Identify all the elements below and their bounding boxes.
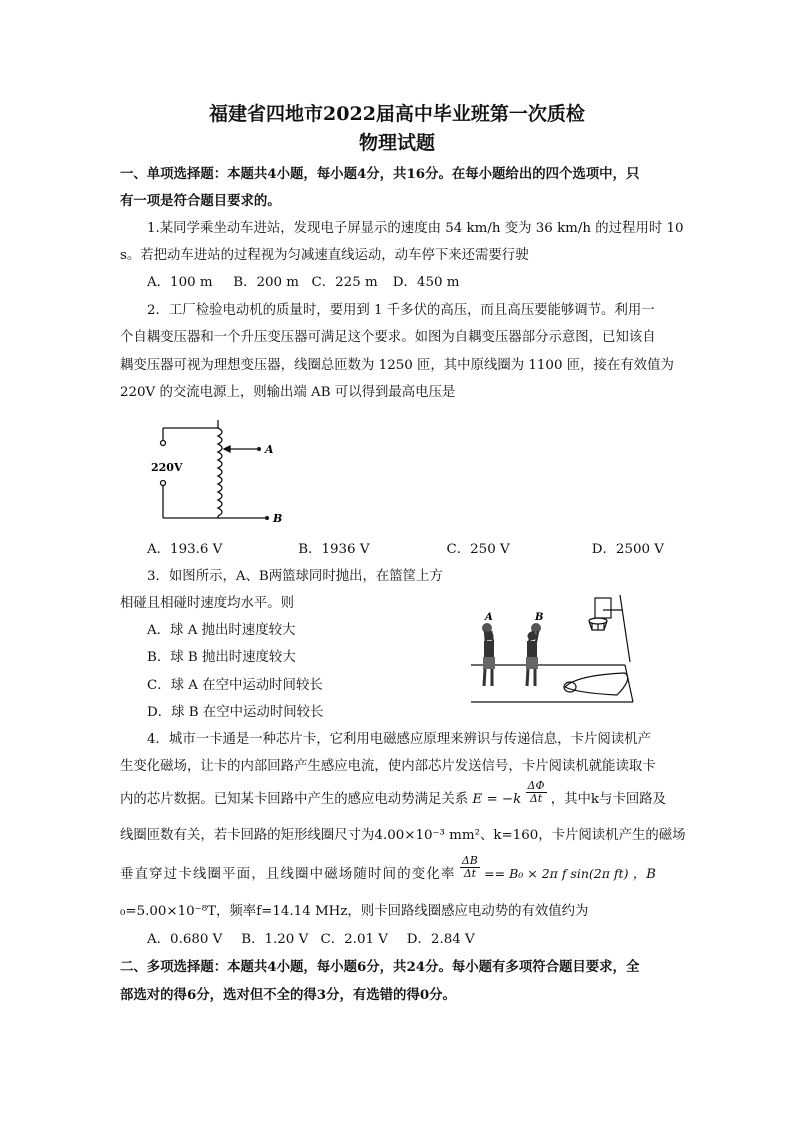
q4-option-a[interactable]: A．0.680 V: [147, 932, 223, 947]
q2-line4: 220V 的交流电源上，则输出端 AB 可以得到最高电压是: [120, 385, 456, 400]
q2-line2: 个自耦变压器和一个升压变压器可满足这个要求。如图为自耦变压器部分示意图，已知该自: [120, 330, 656, 345]
q2-option-c[interactable]: C．250 V: [446, 542, 510, 557]
flux-rate-denominator: Δt: [463, 867, 477, 880]
q4-options: [147, 930, 707, 950]
q4-option-d[interactable]: D．2.84 V: [406, 932, 475, 947]
q1-option-d[interactable]: D．450 m: [392, 275, 460, 290]
ball-b-label: B: [535, 612, 544, 623]
q3-option-a[interactable]: A．球 A 抛出时速度较大: [147, 623, 296, 638]
exam-subtitle: 物理试题: [358, 132, 435, 154]
q4-line5-text-b: ，B: [632, 867, 656, 882]
q2-option-d[interactable]: D．2500 V: [591, 542, 664, 557]
source-voltage-label: 220V: [151, 461, 183, 474]
q4-line4: 线圈匝数有关，若卡回路的矩形线圈尺寸为4.00×10⁻³ mm²、k=160，卡片阅读机产生的磁场: [120, 828, 686, 843]
q4-line2: 生变化磁场，让卡的内部回路产生感应电流，使内部芯片发送信号，卡片阅读机就能读取卡: [120, 759, 656, 774]
flux-rate-numerator: ΔB: [461, 854, 478, 867]
q4-line1: 4．城市一卡通是一种芯片卡，它利用电磁感应原理来辨识与传递信息，卡片阅读机产: [147, 732, 651, 747]
emf-formula-fraction: [526, 780, 547, 805]
section2-header-line1: 二、多项选择题：本题共4小题，每小题6分，共24分。每小题有多项符合题目要求，全: [120, 959, 640, 975]
emf-formula-numerator: ΔΦ: [527, 779, 545, 792]
q4-line6: ₀=5.00×10⁻⁸T，频率f=14.14 MHz，则卡回路线圈感应电动势的有效值约为: [120, 904, 589, 919]
emf-formula-denominator: Δt: [529, 792, 543, 805]
q3-option-b[interactable]: B．球 B 抛出时速度较大: [147, 650, 296, 665]
section2-header-line2: 部选对的得6分，选对但不全的得3分，有选错的得0分。: [120, 987, 456, 1003]
q1-option-a[interactable]: A．100 m: [147, 275, 213, 290]
q3-line1: 3．如图所示，A、B两篮球同时抛出，在篮筐上方: [147, 569, 443, 584]
q1-line1: 1.某同学乘坐动车进站，发现电子屏显示的速度由 54 km/h 变为 36 km/h 的过程用时 10: [147, 221, 684, 236]
q4-line3-text-b: ，其中k与卡回路及: [550, 792, 667, 807]
q3-line2: 相碰且相碰时速度均水平。则: [120, 596, 295, 611]
basketball-diagram: [465, 590, 640, 708]
q2-options: [147, 540, 707, 560]
terminal-b-label: B: [273, 512, 283, 525]
q1-line2: s。若把动车进站的过程视为匀减速直线运动，动车停下来还需要行驶: [120, 248, 529, 263]
section1-header-line1: 一、单项选择题：本题共4小题，每小题4分，共16分。在每小题给出的四个选项中，只: [120, 166, 640, 182]
q4-option-c[interactable]: C．2.01 V: [320, 932, 388, 947]
q2-option-b[interactable]: B．1936 V: [298, 542, 370, 557]
q4-option-b[interactable]: B．1.20 V: [241, 932, 309, 947]
q2-option-a[interactable]: A．193.6 V: [147, 542, 223, 557]
q2-line1: 2．工厂检验电动机的质量时，要用到 1 千多伏的高压，而且高压要能够调节。利用一: [147, 303, 655, 318]
flux-rate-fraction: [460, 855, 480, 880]
section1-header-line2: 有一项是符合题目要求的。: [120, 193, 281, 209]
q4-line5-text-a: 垂直穿过卡线圈平面，且线圈中磁场随时间的变化率: [120, 867, 456, 882]
q1-option-c[interactable]: C．225 m: [311, 275, 378, 290]
q2-line3: 耦变压器可视为理想变压器，线圈总匝数为 1250 匝，其中原线圈为 1100 匝，接在有效值为: [120, 358, 674, 373]
q1-options: [147, 273, 707, 293]
autotransformer-diagram: [145, 412, 285, 530]
flux-rate-rhs: == B₀ × 2π f sin(2π ft): [484, 866, 629, 881]
ball-a-label: A: [485, 612, 493, 623]
q3-option-c[interactable]: C．球 A 在空中运动时间较长: [147, 678, 323, 693]
q4-line3-text-a: 内的芯片数据。已知某卡回路中产生的感应电动势满足关系: [120, 792, 469, 807]
player-b-figure: [526, 623, 541, 686]
emf-formula-lhs: E = −k: [472, 792, 522, 807]
player-a-figure: [482, 623, 495, 686]
exam-title: 福建省四地市2022届高中毕业班第一次质检: [209, 103, 585, 125]
q1-option-b[interactable]: B．200 m: [233, 275, 300, 290]
q3-option-d[interactable]: D．球 B 在空中运动时间较长: [147, 705, 324, 720]
terminal-a-label: A: [265, 443, 274, 456]
